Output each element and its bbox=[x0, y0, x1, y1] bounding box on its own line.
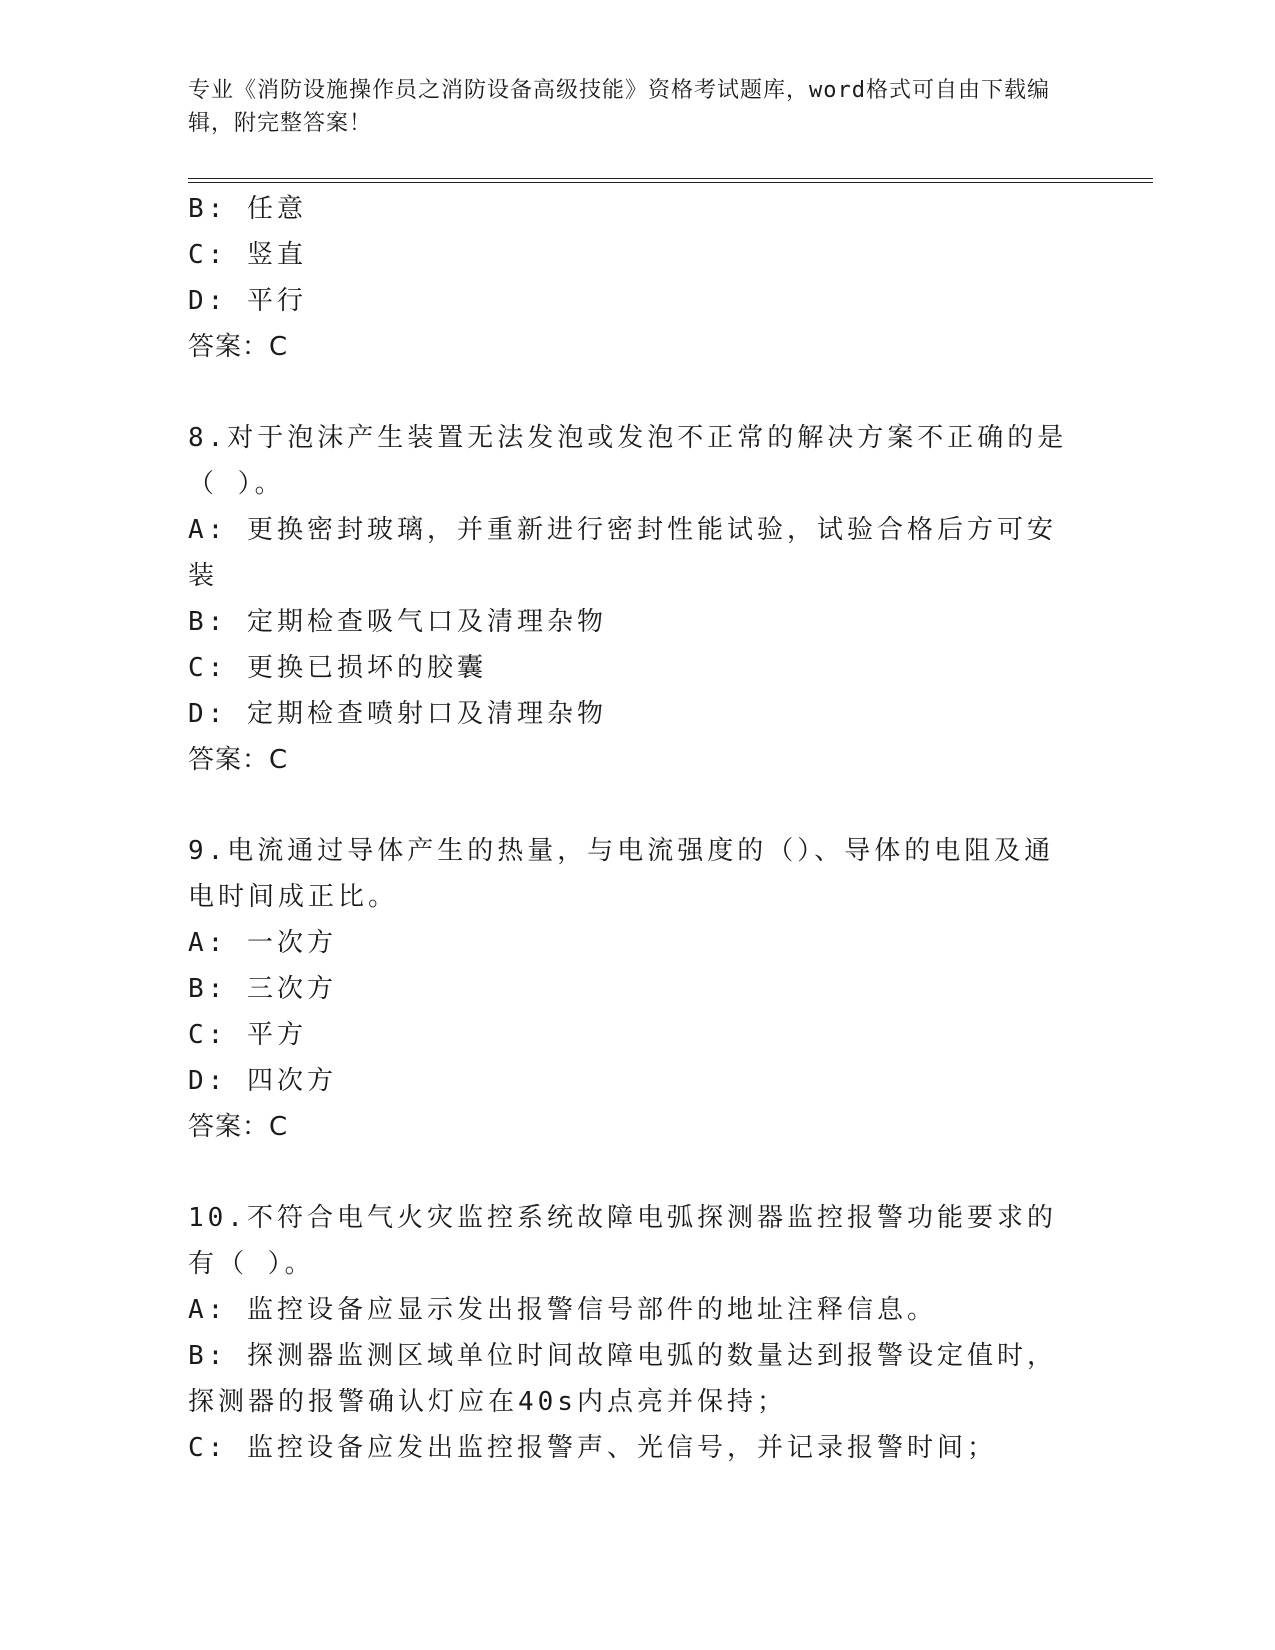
option-b: B: 定期检查吸气口及清理杂物 bbox=[188, 607, 607, 637]
answer: 答案：C bbox=[188, 332, 289, 362]
header-rule-top bbox=[188, 178, 1153, 179]
option-b: B: 三次方 bbox=[188, 974, 337, 1004]
option-b: B: 探测器监测区域单位时间故障电弧的数量达到报警设定值时，探测器的报警确认灯应在40s内点亮并保持； bbox=[188, 1341, 1057, 1417]
question-7-continued bbox=[188, 186, 1068, 370]
question-text: 10.不符合电气火灾监控系统故障电弧探测器监控报警功能要求的有（ ）。 bbox=[188, 1203, 1057, 1279]
question-9 bbox=[188, 828, 1068, 1150]
question-text: 9.电流通过导体产生的热量，与电流强度的（）、导体的电阻及通电时间成正比。 bbox=[188, 836, 1055, 912]
option-d: D: 定期检查喷射口及清理杂物 bbox=[188, 699, 607, 729]
option-c: C: 竖直 bbox=[188, 240, 307, 270]
option-a: A: 更换密封玻璃，并重新进行密封性能试验，试验合格后方可安装 bbox=[188, 515, 1057, 591]
question-10 bbox=[188, 1195, 1068, 1471]
question-8 bbox=[188, 415, 1068, 783]
answer: 答案：C bbox=[188, 745, 289, 775]
document-header: 专业《消防设施操作员之消防设备高级技能》资格考试题库，word格式可自由下载编辑，附完整答案！ bbox=[188, 78, 1050, 136]
option-d: D: 四次方 bbox=[188, 1066, 337, 1096]
document-body bbox=[188, 186, 1068, 1471]
option-b: B: 任意 bbox=[188, 194, 307, 224]
option-c: C: 更换已损坏的胶囊 bbox=[188, 653, 487, 683]
answer: 答案：C bbox=[188, 1112, 289, 1142]
question-text: 8.对于泡沫产生装置无法发泡或发泡不正常的解决方案不正确的是（ ）。 bbox=[188, 423, 1068, 499]
option-c: C: 平方 bbox=[188, 1020, 307, 1050]
option-c: C: 监控设备应发出监控报警声、光信号，并记录报警时间； bbox=[188, 1433, 997, 1463]
option-d: D: 平行 bbox=[188, 286, 307, 316]
header-rule-bottom bbox=[188, 182, 1153, 183]
option-a: A: 监控设备应显示发出报警信号部件的地址注释信息。 bbox=[188, 1295, 937, 1325]
option-a: A: 一次方 bbox=[188, 928, 337, 958]
